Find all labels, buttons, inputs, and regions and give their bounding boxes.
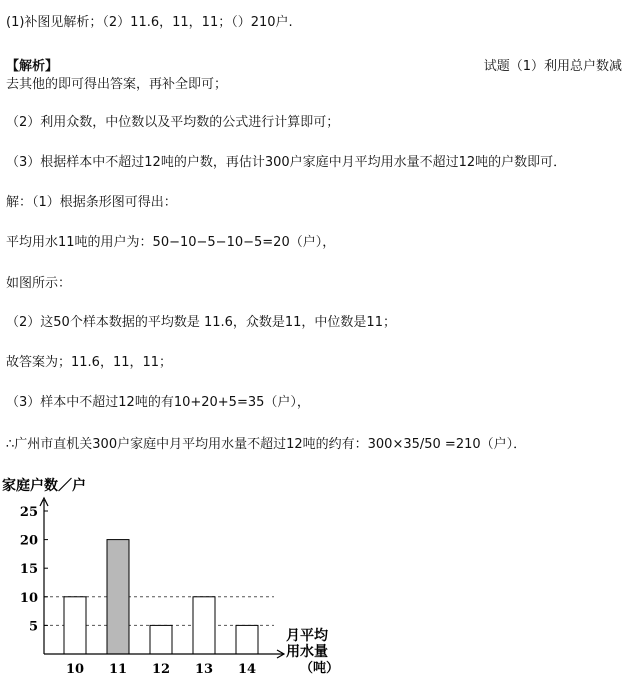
bar-11	[107, 540, 129, 654]
bar-chart	[0, 474, 360, 700]
solution-step-3: （3）样本中不超过12吨的有10+20+5=35（户），	[6, 395, 310, 410]
y-tick-label-25: 25	[19, 505, 38, 520]
answer-line: (1)补图见解析；（2）11.6，11，11；（）210户.	[6, 15, 293, 30]
analysis-step-2: （2）利用众数，中位数以及平均数的公式进行计算即可；	[6, 115, 340, 130]
solution-step-3-estimate: ∴广州市直机关300户家庭中月平均用水量不超过12吨的约有：300×35/50 =210（户）．	[6, 437, 527, 452]
solution-step-1-calc: 平均用水11吨的用户为：50−10−5−10−5=20（户），	[6, 235, 336, 250]
x-axis-label-line-3: （吨）	[300, 661, 340, 676]
as-shown-label: 如图所示：	[6, 276, 72, 291]
x-tick-label-10: 10	[65, 662, 85, 677]
y-tick-label-20: 20	[19, 533, 38, 549]
analysis-step-3: （3）根据样本中不超过12吨的户数，再估计300户家庭中月平均用水量不超过12吨的户数即可．	[6, 155, 567, 170]
x-tick-label-11: 11	[108, 662, 128, 677]
chart-layer	[20, 498, 284, 677]
x-tick-label-12: 12	[151, 662, 171, 677]
analysis-heading: 【解析】	[6, 59, 59, 74]
bar-12	[150, 625, 172, 654]
bar-14	[236, 625, 258, 654]
x-tick-label-13: 13	[194, 662, 214, 677]
analysis-continued: 去其他的即可得出答案，再补全即可；	[6, 77, 228, 92]
analysis-right-note: 试题（1）利用总户数减	[483, 59, 622, 74]
y-tick-label-15: 15	[19, 562, 38, 578]
y-axis-label: 家庭户数／户	[2, 478, 86, 494]
x-tick-label-14: 14	[237, 662, 257, 677]
bar-10	[64, 597, 86, 654]
solution-step-2: （2）这50个样本数据的平均数是 11.6，众数是11，中位数是11；	[6, 315, 396, 330]
solution-step-1: 解：（1）根据条形图可得出：	[6, 195, 177, 210]
x-axis-label-line-2: 用水量	[286, 644, 328, 660]
y-tick-label-5: 5	[28, 619, 38, 635]
x-axis-label-line-1: 月平均	[286, 628, 328, 644]
solution-step-2-answer: 故答案为；11.6，11，11；	[6, 355, 173, 370]
bar-13	[193, 597, 215, 654]
y-tick-label-10: 10	[19, 590, 38, 606]
